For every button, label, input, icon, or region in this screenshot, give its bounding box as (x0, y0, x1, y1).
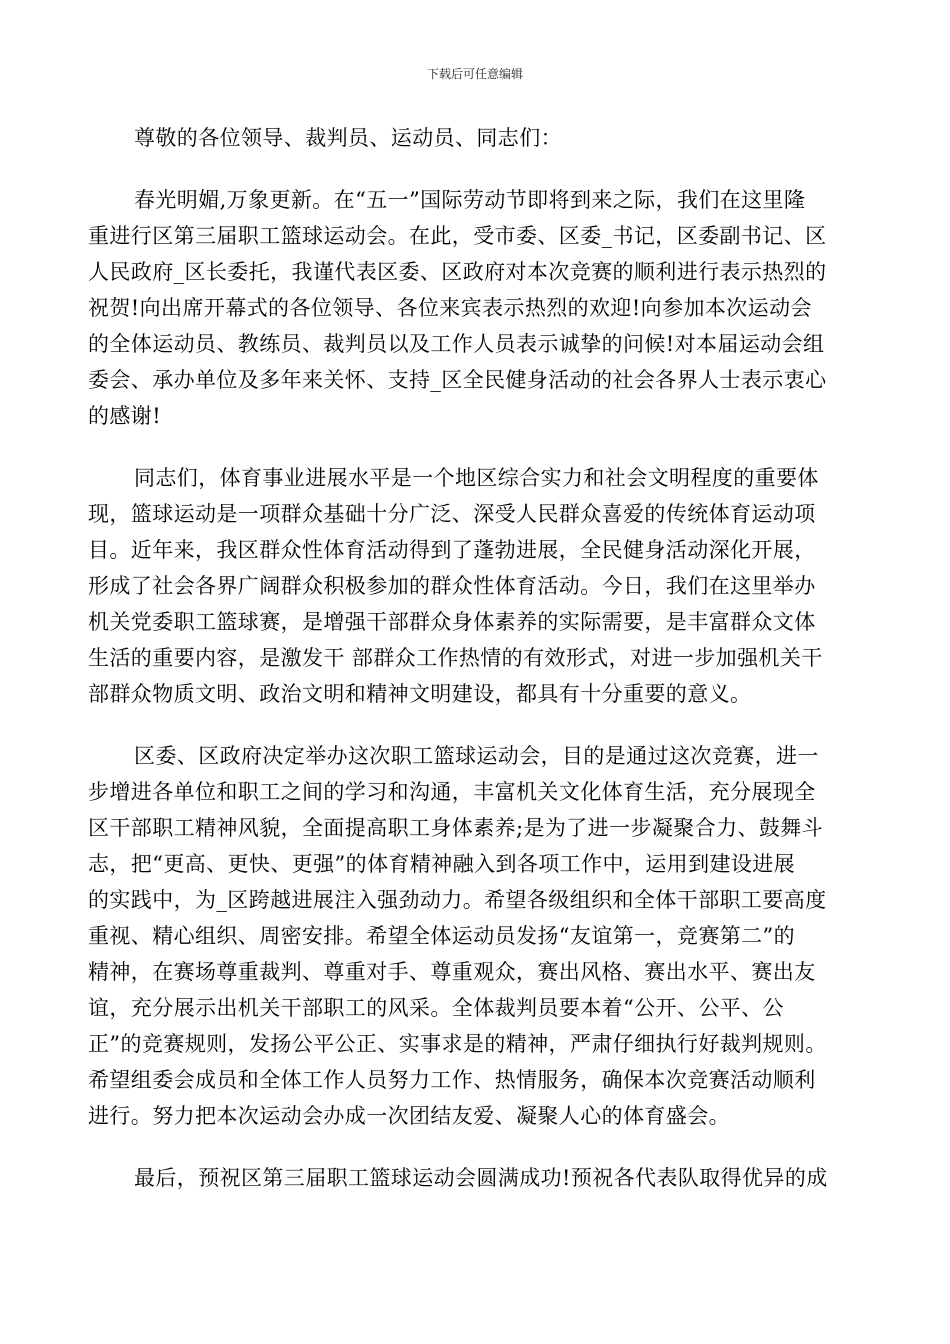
text-line: 同志们，体育事业进展水平是一个地区综合实力和社会文明程度的重要体 (134, 466, 819, 490)
text-line: 希望组委会成员和全体工作人员努力工作、热情服务，确保本次竞赛活动顺利 (88, 1068, 816, 1092)
paragraph-4 (88, 1160, 866, 1196)
text-line: 人民政府_区长委托，我谨代表区委、区政府对本次竞赛的顺利进行表示热烈的 (88, 260, 827, 284)
page-header-note: 下载后可任意编辑 (426, 67, 523, 81)
text-line: 谊，充分展示出机关干部职工的风采。全体裁判员要本着“公开、公平、公 (88, 996, 784, 1020)
paragraph-3 (88, 738, 866, 1134)
text-line: 志，把“更高、更快、更强”的体育精神融入到各项工作中，运用到建设进展 (88, 852, 796, 876)
document-body (88, 120, 866, 1196)
paragraph-gap (88, 1134, 866, 1160)
salutation-line: 尊敬的各位领导、裁判员、运动员、同志们： (134, 126, 562, 150)
text-line: 生活的重要内容，是激发干 部群众工作热情的有效形式，对进一步加强机关干 (88, 646, 823, 670)
paragraph-gap (88, 434, 866, 460)
text-line: 区委、区政府决定举办这次职工篮球运动会，目的是通过这次竞赛，进一 (134, 744, 819, 768)
text-line: 委会、承办单位及多年来关怀、支持_区全民健身活动的社会各界人士表示衷心 (88, 368, 827, 392)
paragraph-2 (88, 460, 866, 712)
text-line: 正”的竞赛规则，发扬公平公正、实事求是的精神，严肃仔细执行好裁判规则。 (88, 1032, 827, 1056)
text-line: 重视、精心组织、周密安排。希望全体运动员发扬“友谊第一，竞赛第二”的 (88, 924, 796, 948)
text-line: 现，篮球运动是一项群众基础十分广泛、深受人民群众喜爱的传统体育运动项 (88, 502, 816, 526)
text-line: 的实践中，为_区跨越进展注入强劲动力。希望各级组织和全体干部职工要高度 (88, 888, 827, 912)
paragraph-gap (88, 156, 866, 182)
paragraph-1 (88, 182, 866, 434)
text-line: 的全体运动员、教练员、裁判员以及工作人员表示诚挚的问候!对本届运动会组 (88, 332, 825, 356)
text-line: 区干部职工精神风貌，全面提高职工身体素养;是为了进一步凝聚合力、鼓舞斗 (88, 816, 824, 840)
text-line: 形成了社会各界广阔群众积极参加的群众性体育活动。今日，我们在这里举办 (88, 574, 816, 598)
text-line: 进行。努力把本次运动会办成一次团结友爱、凝聚人心的体育盛会。 (88, 1104, 730, 1128)
text-line: 最后，预祝区第三届职工篮球运动会圆满成功!预祝各代表队取得优异的成 (134, 1166, 828, 1190)
text-line: 机关党委职工篮球赛，是增强干部群众身体素养的实际需要，是丰富群众文体 (88, 610, 816, 634)
text-line: 精神，在赛场尊重裁判、尊重对手、尊重观众，赛出风格、赛出水平、赛出友 (88, 960, 816, 984)
text-line: 祝贺!向出席开幕式的各位领导、各位来宾表示热烈的欢迎!向参加本次运动会 (88, 296, 812, 320)
text-line: 目。近年来，我区群众性体育活动得到了蓬勃进展，全民健身活动深化开展， (88, 538, 816, 562)
text-line: 步增进各单位和职工之间的学习和沟通，丰富机关文化体育生活，充分展现全 (88, 780, 816, 804)
text-line: 的感谢! (88, 404, 162, 428)
paragraph-gap (88, 712, 866, 738)
text-line: 春光明媚,万象更新。在“五一”国际劳动节即将到来之际，我们在这里隆 (134, 188, 806, 212)
text-line: 部群众物质文明、政治文明和精神文明建设，都具有十分重要的意义。 (88, 682, 752, 706)
text-line: 重进行区第三届职工篮球运动会。在此，受市委、区委_书记，区委副书记、区 (88, 224, 827, 248)
